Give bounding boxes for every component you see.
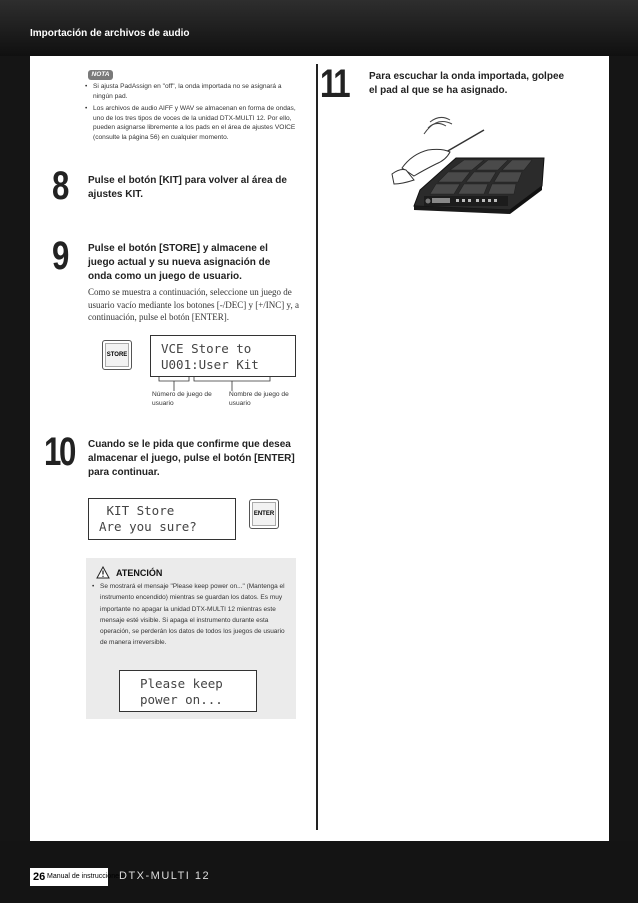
- step-8-number: 8: [52, 164, 68, 208]
- caution-heading: ATENCIÓN: [116, 568, 163, 578]
- caution-body-text: Se mostrará el mensaje "Please keep power on..." (Mantenga el instrumento encendido) mientras se guardan los datos. Es muy importante no apagar la unidad DTX-MULTI 12 mientras este mensaje esté visible. Si apaga el instrumento durante esta operación, se perderán los datos de todos los juegos de usuario de manera irreversible.: [100, 583, 285, 647]
- nota-bullet-2-text: Los archivos de audio AIFF y WAV se almacenan en forma de ondas, uno de los tres tipos de voces de la unidad DTX-MULTI 12. Por ello, pueden asignarse libremente a los pads en el área de ajustes VOICE (consulte la página 56) en cualquier momento.: [93, 105, 296, 141]
- lcd-confirm: [88, 498, 236, 540]
- section-title: Importación de archivos de audio: [30, 28, 190, 39]
- lcd-keep-power-line-2: power on...: [140, 692, 223, 707]
- lcd-confirm-line-1: KIT Store: [99, 503, 175, 518]
- product-name: DTX-MULTI 12: [119, 870, 211, 882]
- nota-bullet-2: • Los archivos de audio AIFF y WAV se almacenan en forma de ondas, uno de los tres tipos de voces de la unidad DTX-MULTI 12. Por ello, pueden asignarse libremente a los pads en el área de ajustes VOICE (consulte la página 56) en cualquier momento.: [85, 105, 296, 141]
- page-number: 26: [33, 871, 46, 883]
- step-8-title: Pulse el botón [KIT] para volver al área de ajustes KIT.: [88, 175, 287, 200]
- device-illustration: [384, 110, 554, 220]
- store-button: STORE: [102, 340, 132, 370]
- column-divider: [316, 64, 318, 830]
- lcd-confirm-line-2: Are you sure?: [99, 519, 197, 534]
- nota-bullet-1: • Si ajusta PadAssign en "off", la onda importada no se asignará a ningún pad.: [85, 83, 282, 100]
- step-9-body: Como se muestra a continuación, seleccione un juego de usuario vacío mediante los botones [-/DEC] y [+/INC] y, a continuación, pulse el botón [ENTER].: [88, 287, 299, 323]
- lcd-keep-power: [119, 670, 257, 712]
- lcd-keep-power-line-1: Please keep: [140, 676, 223, 691]
- nota-badge: NOTA: [88, 70, 113, 80]
- step-10-number: 10: [44, 430, 75, 474]
- label-user-kit-name: Nombre de juego de usuario: [229, 391, 289, 407]
- nota-bullet-1-text: Si ajusta PadAssign en "off", la onda importada no se asignará a ningún pad.: [93, 83, 282, 100]
- step-9-number: 9: [52, 234, 68, 278]
- step-9-title: Pulse el botón [STORE] y almacene el juego actual y su nueva asignación de onda como un juego de usuario.: [88, 243, 271, 282]
- caution-bullet: • Se mostrará el mensaje "Please keep power on..." (Mantenga el instrumento encendido) mientras se guardan los datos. Es muy importante no apagar la unidad DTX-MULTI 12 mientras este mensaje esté visible. Si apaga el instrumento durante esta operación, se perderán los datos de todos los juegos de usuario de manera irreversible.: [92, 583, 285, 647]
- lcd-store-line-1: VCE Store to: [161, 341, 252, 356]
- step-11-number: 11: [320, 62, 349, 106]
- step-11-title: Para escuchar la onda importada, golpee el pad al que se ha asignado.: [369, 71, 565, 96]
- step-10-title: Cuando se le pida que confirme que desea almacenar el juego, pulse el botón [ENTER] para continuar.: [88, 439, 295, 478]
- manual-label: Manual de instrucciones: [47, 873, 123, 880]
- lcd-store: [150, 335, 296, 377]
- lcd-store-line-2: U001:User Kit: [161, 357, 259, 372]
- enter-button: ENTER: [249, 499, 279, 529]
- label-user-kit-number: Número de juego de usuario: [152, 391, 212, 407]
- warning-icon: [96, 566, 110, 579]
